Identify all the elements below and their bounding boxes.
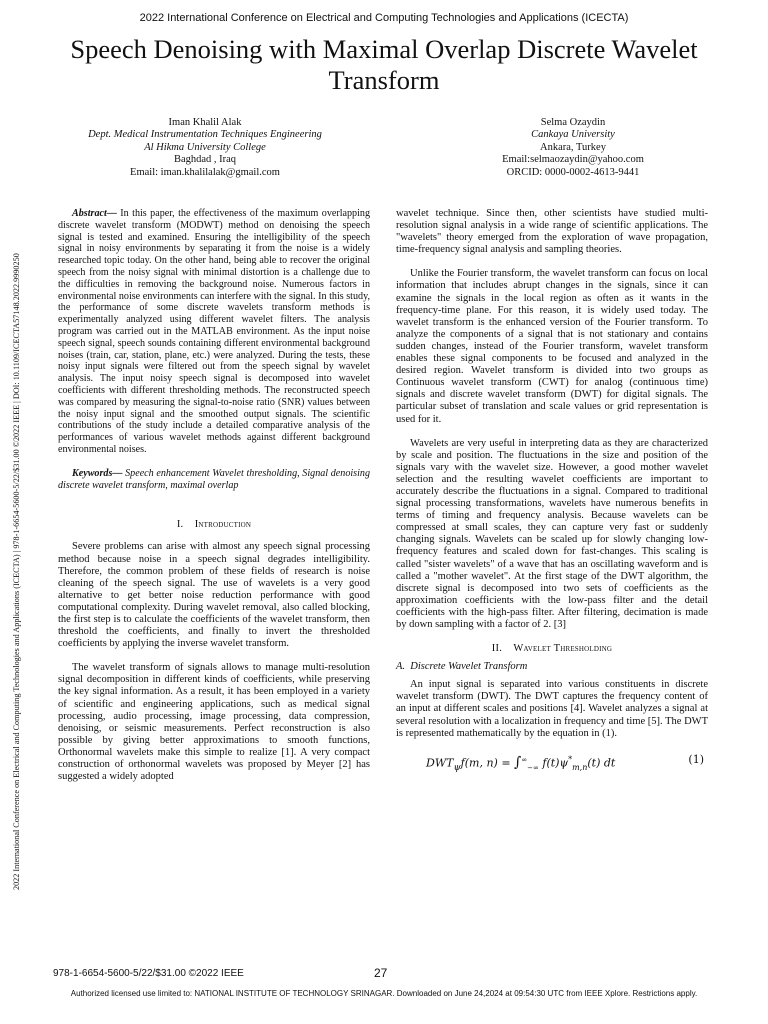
intro-paragraph: Severe problems can arise with almost any speech signal processing method because noise in a speech signal degrades intelligibility. Therefore, the common problem of these fields of research is noise cleaning of the speech signal. The use of wavelets is a very good alternative to get better noise reduction performance with good computational complexity. During wavelet removal, also called blocking, the first step is to calculate the coefficients of the wavelet transform, then threshold the coefficients, and finally to invert the thresholded coefficients by applying the inverse wavelet transform. — [58, 541, 370, 650]
section-heading-wavelet-thresholding — [396, 643, 708, 655]
body-paragraph: Wavelets are very useful in interpreting data as they are characterized by scale and position. The fluctuations in the size and position of the signals vary with the wavelet size. However, a good mother wavelet selection and the resulting wavelet coefficients are important to accurately describe the fluctuations in a signal. Compared to traditional signal processing transformations, wavelets have numerous benefits in terms of timing and frequency analysis. Because wavelets can be compressed at small scales, they can capture very fast or suddenly changing signals. Wavelets can be scaled up for slowly changing low-frequency features and scaled down for fast-changes. This scaling is called "sister wavelets" of a wave that has an oscillating waveform and is called a "mother wavelet". At the first stage of the DWT algorithm, the discrete signal is decomposed into two sets of coefficients as the approximation coefficients with the low-pass filter and the detail coefficients with the high-pass filter. After filtering, decimation is made by down sampling with a factor of 2. [3] — [396, 437, 708, 630]
equation-number: (1) — [688, 752, 704, 766]
integral-sign: ∫ — [514, 754, 522, 771]
section-numeral: I. — [176, 519, 184, 531]
author-email: Email: iman.khalilalak@gmail.com — [130, 166, 280, 178]
conference-header: 2022 International Conference on Electrical and Computing Technologies and Applications (ICECTA) — [139, 12, 629, 24]
body-paragraph: wavelet technique. Since then, other scientists have studied multi-resolution signal analysis in a wide range of scientific applications. The "wavelets" theory emerged from the exploration of wave propagation, time-frequency signal analysis and sampling theories. — [396, 208, 708, 256]
subsection-title: Discrete Wavelet Transform — [410, 661, 528, 673]
paper-title: Speech Denoising with Maximal Overlap Discrete Wavelet Transform — [70, 34, 698, 95]
section-numeral: II. — [491, 643, 503, 655]
author-email: Email:selmaozaydin@yahoo.com — [502, 154, 644, 166]
author-location: Ankara, Turkey — [540, 141, 606, 153]
equation-1 — [396, 752, 708, 774]
author-orcid: ORCID: 0000-0002-4613-9441 — [506, 166, 640, 178]
keywords-text: Speech enhancement Wavelet thresholding, Signal denoising discrete wavelet transform, maximal overlap — [58, 467, 370, 491]
author-affiliation: Dept. Medical Instrumentation Techniques Engineering — [88, 129, 322, 141]
right-column — [396, 208, 708, 774]
equation-body: $DWT_\psi f(m$, $n) = \int^\infty_{-\infty}$ $f(t)\psi^*_{m,n}(t)$ dt — [426, 754, 616, 773]
author-affiliation: Al Hikma University College — [144, 141, 266, 153]
license-notice: Authorized licensed use limited to: NATIONAL INSTITUTE OF TECHNOLOGY SRINAGAR. Downloaded on June 24,2024 at 09:54:30 UTC from IEEE Xplore. Restrictions apply. — [70, 989, 698, 998]
subsection-heading-dwt — [396, 661, 708, 673]
section-title: Wavelet Thresholding — [513, 643, 613, 655]
abstract-text: In this paper, the effectiveness of the maximum overlapping discrete wavelet transform (MODWT) method on denoising the speech signal is tested and examined. Ensuring the intelligibility of the speech signal in noisy environments by separating it from the noise is a widely researched topic today. On the other hand, being able to recover the original speech from the noisy signal with minimal distortion is a challenge due to the difficulties in removing the background noise. Numerous factors in environmental noise environments can interfere with the signal. In this study, the performance of some discrete wavelets transform methods is experimentally analyzed using different wavelet filters. The analysis program was carried out in the MATLAB environment. As the input noise speech signal, speech sounds containing different environmental background noises (train, car, station, plane, etc.) were analyzed. During the tests, these noisy input signals were filtered out from the speech signal by wavelet analysis. The input noisy speech signal is decomposed into wavelet coefficients with different thresholding methods. The reconstructed speech was compared by measuring the signal-to-noise ratio (SNR) values between the noisy input signal and the smoothed output signals. The scientific contributions of the study include a detailed comparative analysis of the performances of various wavelet methods against different background environmental noises. — [58, 208, 370, 455]
author-name: Selma Ozaydin — [540, 117, 606, 128]
author-location: Baghdad , Iraq — [173, 154, 237, 166]
author-affiliation: Cankaya University — [531, 129, 615, 141]
author-name: Iman Khalil Alak — [168, 117, 242, 128]
dwt-paragraph: An input signal is separated into various constituents in discrete wavelet transform (DWT). The DWT captures the frequency content of an input at different scales and positions [4]. Wavelet analyzes a signal at several resolution with a localization in frequency and time [5]. The DWT is represented mathematically by the equation in (1). — [396, 679, 708, 739]
intro-paragraph: The wavelet transform of signals allows to manage multi-resolution signal decomposition in different kinds of coefficients, while preserving the key signal information. As a result, it has been employed in a variety of scientific and engineering applications, such as medical signal processing, audio processing, image processing, data compression, denoising, or seismic measurements. Perfect reconstruction is also possible by giving better approximations to smooth functions, Orthonormal wavelets make this simple to realize [1]. A very compact construction of orthonormal wavelets was proposed by Meyer [2] has suggested a widely adopted — [58, 662, 370, 783]
footer-isbn: 978-1-6654-5600-5/22/$31.00 ©2022 IEEE — [53, 968, 244, 979]
body-paragraph: Unlike the Fourier transform, the wavelet transform can focus on local information that includes abrupt changes in the signals, since it can examine the signals in the local region as often as it wants in the frequency-time plane. For this reason, it is widely used today. The wavelet transform is the enhanced version of the Fourier transform. To analyze the components of a signal that is not stationary and contains sudden changes, instead of the Fourier transform, wavelet transform enables these signal components to be focused and analyzed in the desired region. Wavelet transform is divided into two groups as Continuous wavelet transform (CWT) for analog (continuous time) signals and discrete wavelet transform (DWT) for digital signals. The particular subset of translation and scale values or grid representation is used for it. — [396, 268, 708, 425]
section-heading-introduction — [58, 519, 370, 531]
subsection-label: A. — [396, 661, 406, 673]
abstract-label: Abstract— — [72, 208, 117, 219]
keywords — [58, 468, 370, 492]
section-title: Introduction — [194, 519, 252, 531]
page-number: 27 — [374, 966, 388, 980]
author-block-1 — [55, 117, 355, 179]
abstract — [58, 208, 370, 456]
doi-side-strip: 2022 International Conference on Electrical and Computing Technologies and Applications (ICECTA) | 978-1-6654-5600-5/22/$31.00 ©2022 IEEE | DOI: 10.1109/ICECTA57148.2022.9990250 — [12, 253, 21, 890]
left-column — [58, 208, 370, 795]
author-block-2 — [423, 117, 723, 179]
keywords-label: Keywords— — [72, 467, 123, 479]
